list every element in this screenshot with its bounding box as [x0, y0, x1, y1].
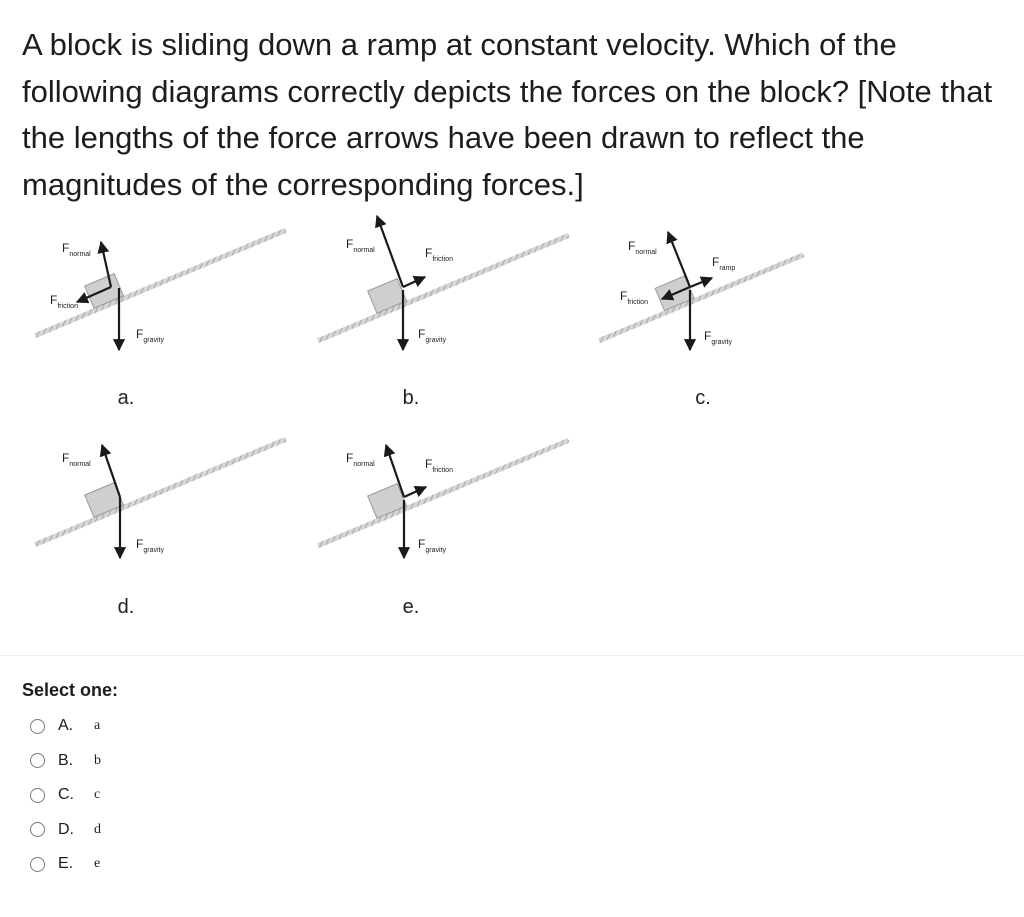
diagram-caption: c. — [695, 387, 711, 409]
force-symbol: F — [704, 329, 712, 343]
svg-text:Fgravity — [136, 327, 164, 344]
label-friction: friction — [432, 467, 453, 474]
force-diagrams-figure — [0, 210, 1024, 650]
option-text: b — [94, 752, 101, 768]
radio-button[interactable] — [30, 788, 45, 803]
label-gravity: gravity — [425, 547, 446, 554]
force-symbol: F — [346, 451, 354, 465]
svg-text:Ffriction — [620, 289, 648, 306]
radio-button[interactable] — [30, 822, 45, 837]
svg-text:Fgravity — [418, 537, 446, 554]
label-normal: normal — [353, 247, 375, 254]
force-symbol: F — [62, 451, 70, 465]
option-letter: E. — [58, 855, 74, 873]
option-d[interactable] — [30, 813, 101, 848]
label-friction: friction — [627, 299, 648, 306]
label-friction: friction — [57, 303, 78, 310]
option-b[interactable] — [30, 744, 101, 779]
option-e[interactable] — [30, 847, 101, 882]
force-symbol: F — [425, 457, 433, 471]
force-symbol: F — [346, 237, 354, 251]
option-letter: C. — [58, 786, 74, 804]
label-gravity: gravity — [143, 547, 164, 554]
diagram-caption: b. — [402, 387, 420, 409]
section-divider — [0, 655, 1024, 656]
label-gravity: gravity — [143, 337, 164, 344]
force-symbol: F — [418, 327, 426, 341]
svg-text:Fnormal — [62, 451, 91, 468]
force-symbol: F — [50, 293, 58, 307]
diagram-e — [308, 416, 570, 618]
option-letter: A. — [58, 717, 74, 735]
force-symbol: F — [425, 246, 433, 260]
ramp — [34, 437, 287, 547]
ramp — [598, 252, 805, 343]
label-normal: normal — [69, 461, 91, 468]
svg-text:Fgravity — [136, 537, 164, 554]
svg-text:Fnormal — [62, 241, 91, 258]
ramp-force-arrow — [690, 278, 712, 287]
force-symbol: F — [712, 255, 720, 269]
force-symbol: F — [62, 241, 70, 255]
option-text: d — [94, 821, 101, 837]
svg-text:Fgravity — [704, 329, 732, 346]
svg-text:Fnormal — [346, 451, 375, 468]
diagram-c — [589, 230, 805, 409]
force-symbol: F — [418, 537, 426, 551]
diagram-caption: e. — [402, 596, 420, 618]
label-gravity: gravity — [711, 339, 732, 346]
option-letter: B. — [58, 751, 74, 769]
friction-force-arrow — [404, 487, 426, 497]
force-symbol: F — [136, 537, 144, 551]
label-normal: normal — [635, 249, 657, 256]
question-text: A block is sliding down a ramp at constant velocity. Which of the following diagrams correctly depicts the forces on the block? [Note that the lengths of the force arrows have been drawn to reflect the magnitudes of the corresponding forces.] — [22, 27, 993, 202]
diagram-a — [25, 210, 287, 409]
normal-force-arrow — [377, 216, 403, 287]
option-text: a — [94, 718, 101, 734]
svg-text:Fgravity — [418, 327, 446, 344]
diagram-d — [25, 415, 287, 618]
select-one-label: Select one: — [22, 680, 119, 700]
label-normal: normal — [69, 251, 91, 258]
force-symbol: F — [620, 289, 628, 303]
radio-button[interactable] — [30, 719, 45, 734]
label-ramp: ramp — [719, 265, 736, 272]
radio-button[interactable] — [30, 753, 45, 768]
svg-text:Ffriction — [425, 246, 453, 263]
answer-options — [30, 709, 101, 882]
radio-button[interactable] — [30, 857, 45, 872]
svg-text:Fnormal — [346, 237, 375, 254]
svg-text:Framp — [712, 255, 735, 272]
svg-text:Ffriction — [50, 293, 78, 310]
option-letter: D. — [58, 820, 74, 838]
option-c[interactable] — [30, 778, 101, 813]
option-text: e — [94, 856, 101, 872]
ramp — [34, 228, 287, 338]
friction-force-arrow — [403, 277, 425, 287]
label-gravity: gravity — [425, 337, 446, 344]
option-text: c — [94, 787, 101, 803]
diagram-b — [308, 211, 570, 409]
label-friction: friction — [432, 256, 453, 263]
ramp — [317, 438, 570, 548]
force-symbol: F — [136, 327, 144, 341]
force-symbol: F — [628, 239, 636, 253]
diagram-caption: d. — [117, 596, 135, 618]
svg-text:Fnormal — [628, 239, 657, 256]
svg-text:Ffriction — [425, 457, 453, 474]
diagram-caption: a. — [117, 387, 135, 409]
label-normal: normal — [353, 461, 375, 468]
option-a[interactable] — [30, 709, 101, 744]
